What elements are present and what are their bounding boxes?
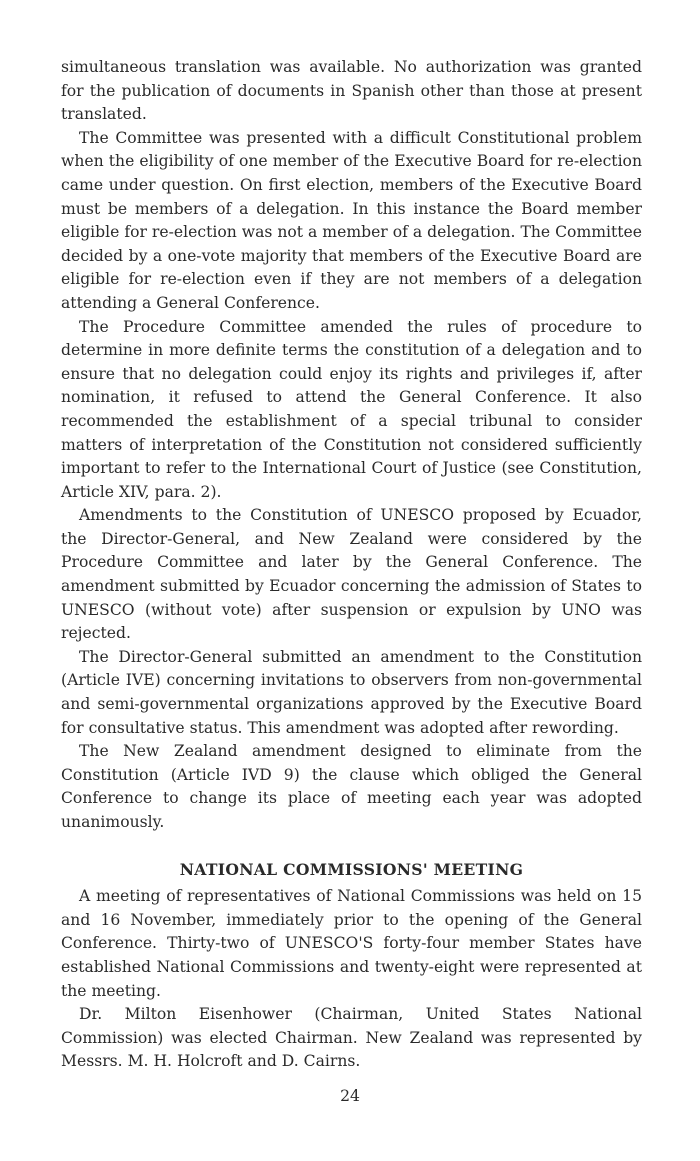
paragraph-constitution-amendments: Amendments to the Constitution of UNESCO proposed by Ecuador, the Director-General, and New Zealand were considered by the Procedure Committee and later by the General Conference. The amendment submitted by Ecuador concerning the admission of States to UNESCO (without vote) after suspension or expulsion by UNO was rejected. xyxy=(61,506,642,643)
paragraph-national-commissions-meeting: A meeting of representatives of National Commissions was held on 15 and 16 November, immediately prior to the opening of the General Conference. Thirty-two of UNESCO'S forty-four member States have established National Commissions and twenty-eight were represented at the meeting. xyxy=(61,887,642,1000)
paragraph-new-zealand-amendment: The New Zealand amendment designed to eliminate from the Constitution (Article IVD 9) the clause which obliged the General Conference to change its place of meeting each year was adopted unanimously. xyxy=(61,742,642,831)
paragraph-translation: simultaneous translation was available. No authorization was granted for the publication of documents in Spanish other than those at present translated. xyxy=(61,58,642,124)
paragraph-chairman-election: Dr. Milton Eisenhower (Chairman, United States National Commission) was elected Chairman. New Zealand was represented by Messrs. M. H. Holcroft and D. Cairns. xyxy=(61,1005,642,1071)
paragraph-procedure-committee: The Procedure Committee amended the rules of procedure to determine in more definite terms the constitution of a delegation and to ensure that no delegation could enjoy its rights and privileges if, after nomination, it refused to attend the General Conference. It also recommended the establishment of a special tribunal to consider matters of interpretation of the Constitution not considered sufficiently important to refer to the International Court of Justice (see Constitution, Article XIV, para. 2). xyxy=(61,317,642,501)
document-body xyxy=(61,56,642,1074)
paragraph-executive-board-eligibility: The Committee was presented with a difficult Constitutional problem when the eligibility of one member of the Executive Board for re-election came under question. On first election, members of the Executive Board must be members of a delegation. In this instance the Board member eligible for re-election was not a member of a delegation. The Committee decided by a one-vote majority that members of the Executive Board are eligible for re-election even if they are not members of a delegation attending a General Conference. xyxy=(61,128,642,312)
paragraph-director-general-amendment: The Director-General submitted an amendment to the Constitution (Article IVE) concerning invitations to observers from non-governmental and semi-governmental organizations approved by the Executive Board for consultative status. This amendment was adopted after rewording. xyxy=(61,647,642,737)
section-heading-national-commissions: NATIONAL COMMISSIONS' MEETING xyxy=(179,859,524,879)
page-number: 24 xyxy=(340,1087,360,1105)
